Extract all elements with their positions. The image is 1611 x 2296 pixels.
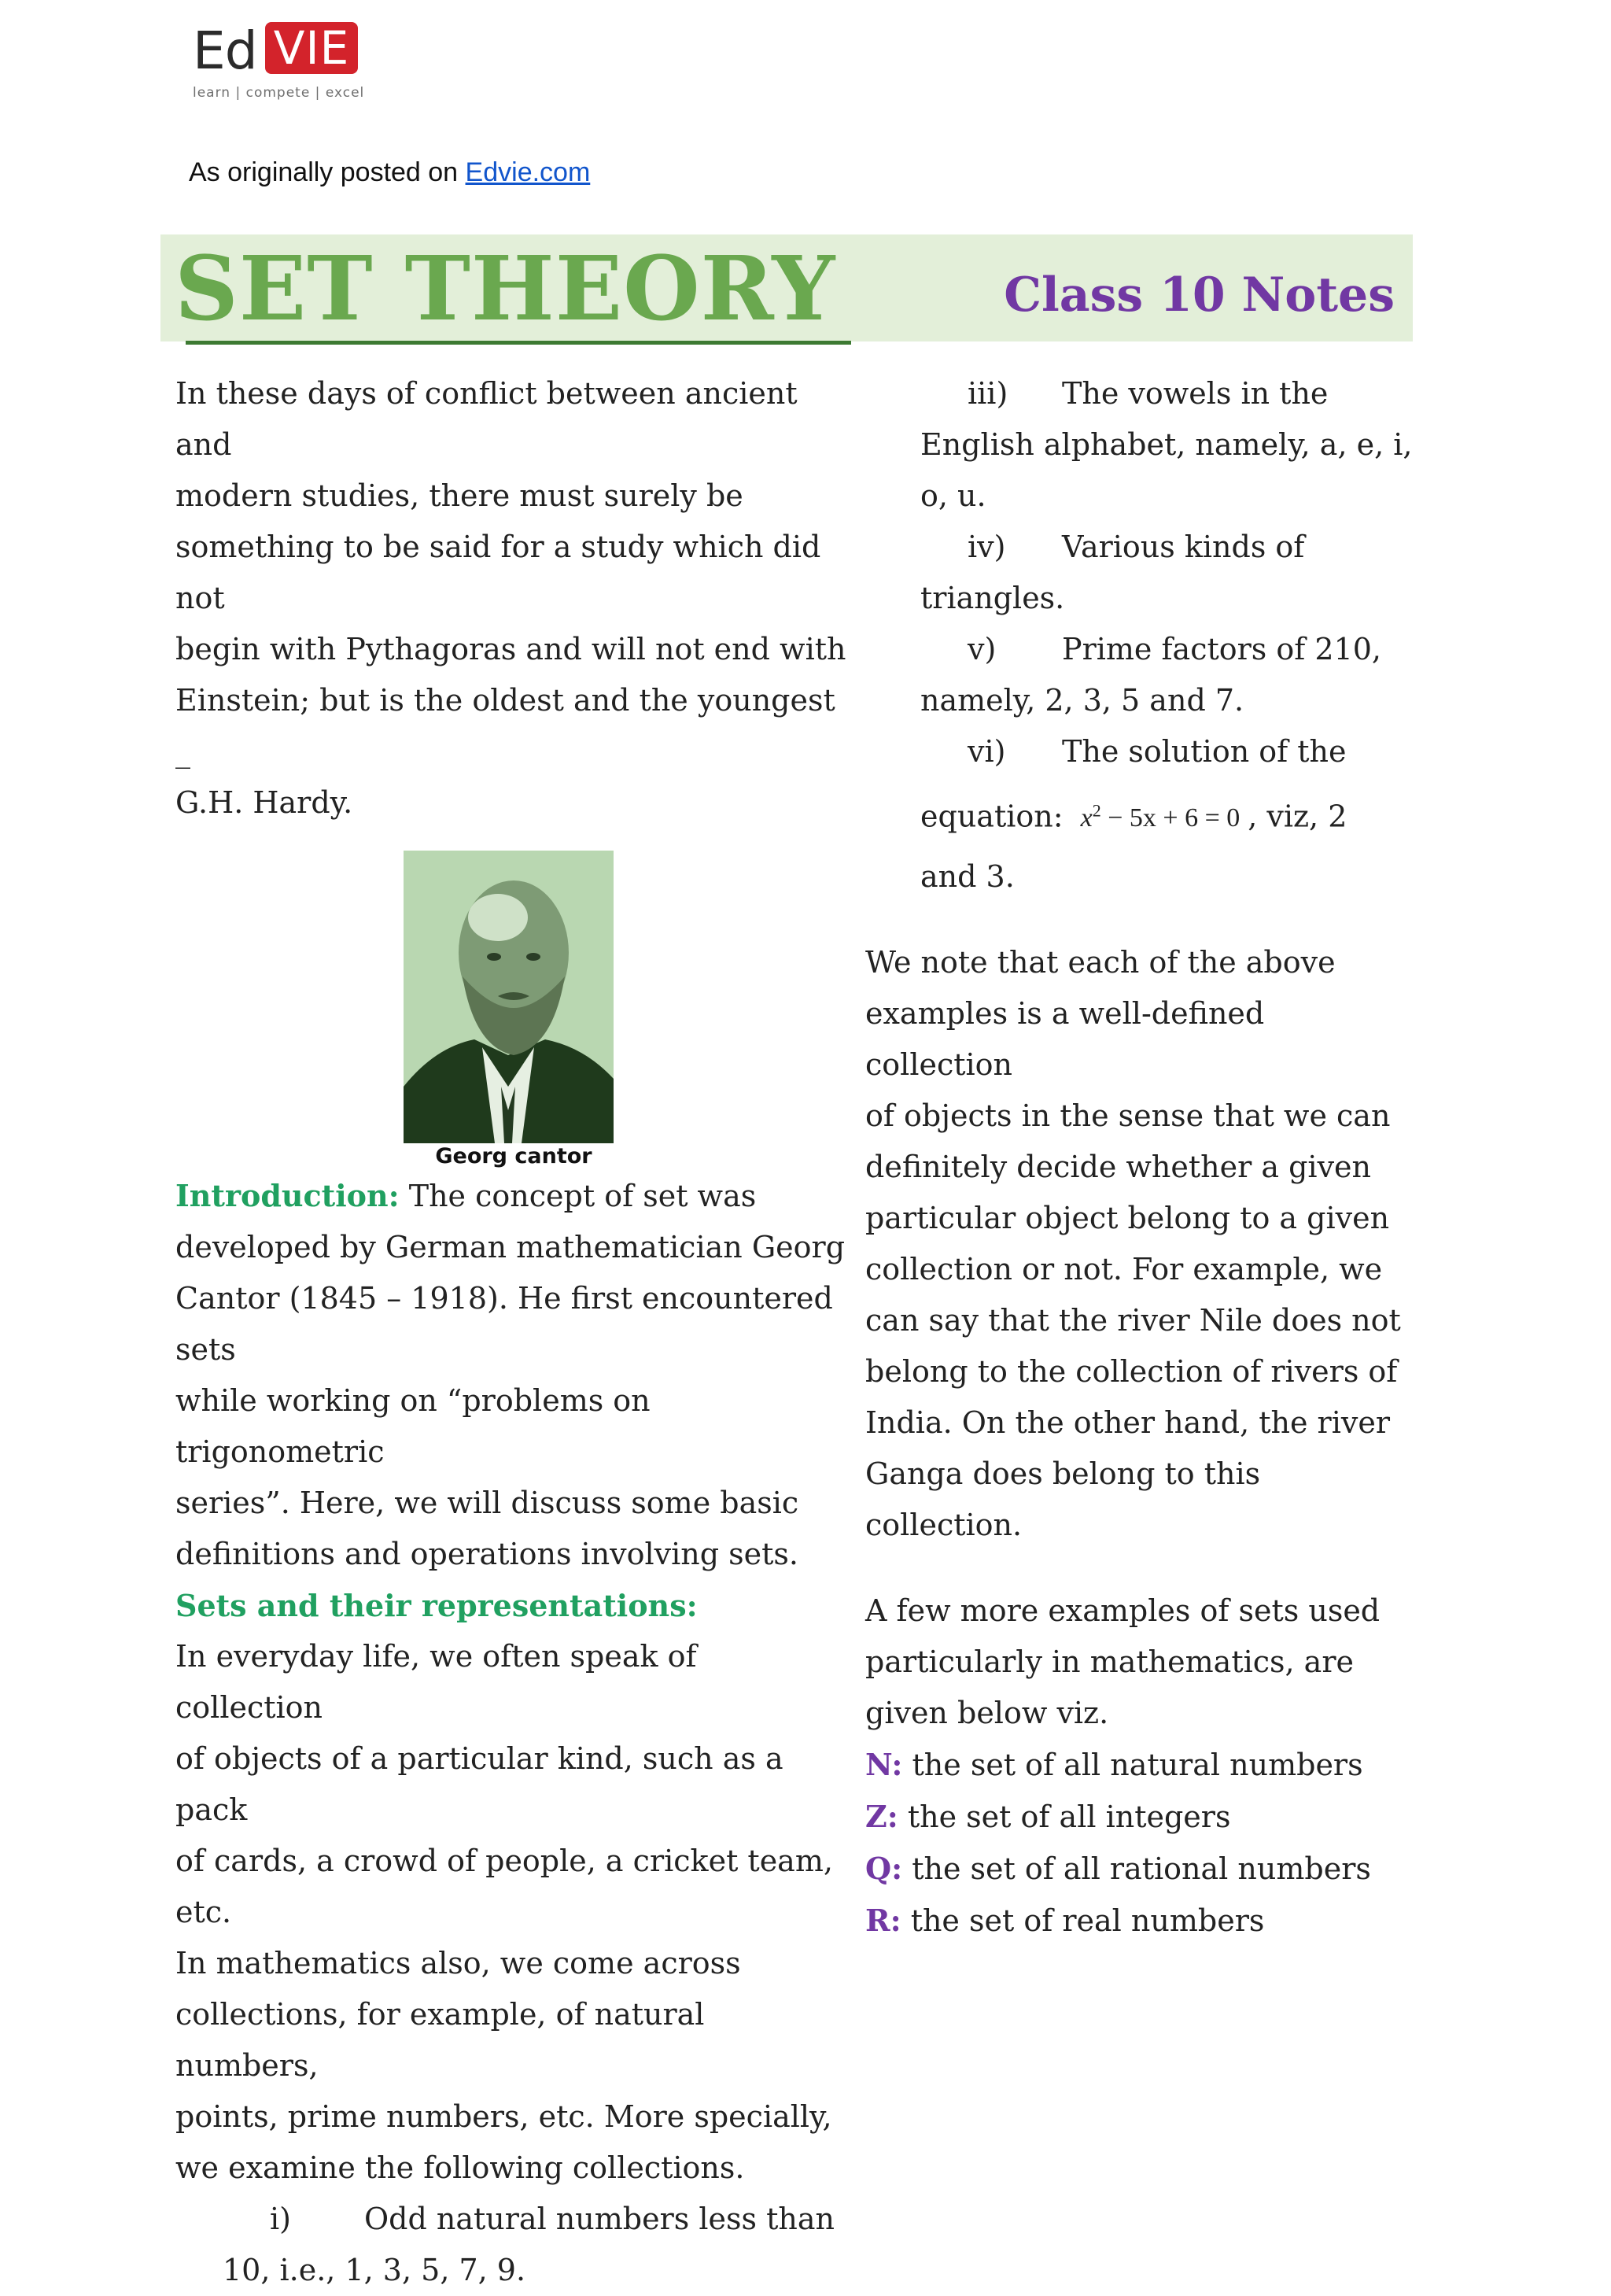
para-line: can say that the river Nile does not [865,1303,1401,1338]
spacer [865,903,1416,937]
georg-cantor-portrait [404,851,614,1143]
list-item-number: vi) [968,734,1006,769]
def-symbol: N: [865,1747,903,1783]
para-line: belong to the collection of rivers of [865,1354,1398,1390]
list-item-4 [865,522,1416,573]
def-text: the set of all rational numbers [902,1851,1371,1887]
more-line: particularly in mathematics, are [865,1644,1354,1680]
list-item-3 [865,368,1416,419]
list-item-5 [865,624,1416,675]
list-item-number: i) [270,2202,291,2236]
equation-prefix: equation: [920,799,1064,834]
title-underline [186,341,851,345]
intro-line: while working on “problems on trigonometric [175,1383,651,1469]
right-column [865,368,1416,1947]
para-line: particular object belong to a given [865,1201,1390,1236]
quadratic-equation [1073,803,1248,832]
def-rationals [865,1843,1416,1895]
def-text: the set of real numbers [901,1903,1265,1939]
intro-line: Cantor (1845 – 1918). He first encountered sets [175,1281,833,1367]
para-line: collection or not. For example, we [865,1252,1383,1287]
hardy-quote [175,368,852,829]
logo-tagline: learn | compete | excel [193,85,365,101]
portrait-caption: Georg cantor [435,1144,592,1168]
quote-line: Einstein; but is the oldest and the youngest _ [175,683,835,769]
equation-suffix: , viz, 2 [1248,799,1347,834]
quote-line: something to be said for a study which did not [175,530,821,615]
more-line: given below viz. [865,1696,1109,1731]
para-line: of objects in the sense that we can [865,1098,1391,1134]
sets-line: In everyday life, we often speak of collection [175,1639,697,1725]
list-item-1 [175,2194,852,2245]
list-item-continued: English alphabet, namely, a, e, i, [920,427,1413,462]
edvie-link[interactable]: Edvie.com [465,157,591,187]
def-integers [865,1791,1416,1843]
list-item-continued: triangles. [920,581,1065,615]
list-item-text: Various kinds of [1062,530,1305,564]
logo-text-ed: Ed [193,20,257,81]
para-line: examples is a well-defined collection [865,996,1265,1083]
list-item-continued: and 3. [920,859,1015,895]
intro-line: definitions and operations involving sets. [175,1537,799,1571]
para-line: India. On the other hand, the river [865,1405,1390,1441]
def-text: the set of all integers [898,1800,1231,1835]
edvie-logo [193,17,365,101]
sets-line: we examine the following collections. [175,2150,745,2185]
list-item-number: v) [968,632,997,666]
list-item-number: iii) [968,376,1008,411]
sets-line: collections, for example, of natural numbers, [175,1997,705,2083]
def-natural [865,1739,1416,1791]
eq-rest: − 5x + 6 = 0 [1108,803,1241,833]
list-item-1-continued: 10, i.e., 1, 3, 5, 7, 9. [223,2253,526,2287]
def-symbol: Z: [865,1799,898,1835]
def-symbol: Q: [865,1851,903,1887]
list-item-text: The vowels in the [1062,376,1329,411]
quote-line: modern studies, there must surely be [175,478,743,513]
spacer [865,1551,1416,1585]
eq-exponent: 2 [1092,801,1101,821]
intro-line: series”. Here, we will discuss some basic [175,1486,799,1520]
intro-line [175,1170,852,1222]
list-item-continued: namely, 2, 3, 5 and 7. [920,683,1244,718]
def-text: the set of all natural numbers [902,1748,1363,1783]
sets-line: points, prime numbers, etc. More specially, [175,2099,832,2134]
def-reals [865,1895,1416,1947]
list-item-6 [865,726,1416,777]
para-line: We note that each of the above [865,945,1336,980]
intro-heading: Introduction: [175,1178,400,1213]
quote-line: In these days of conflict between ancient and [175,376,798,462]
logo-text-vie: VIE [265,22,358,74]
sets-line: of objects of a particular kind, such as a pack [175,1741,783,1827]
sets-line: of cards, a crowd of people, a cricket team, etc. [175,1844,833,1929]
intro-line: developed by German mathematician Georg [175,1230,846,1264]
page-title: SET THEORY [175,238,836,341]
para-line: definitely decide whether a given [865,1150,1371,1185]
sets-line: In mathematics also, we come across [175,1946,741,1980]
sets-heading: Sets and their representations: [175,1588,698,1623]
quote-line: G.H. Hardy. [175,785,353,820]
intro-text: The concept of set was [399,1179,757,1213]
posted-prefix: As originally posted on [189,157,466,187]
eq-variable: x [1080,803,1093,833]
list-item-text: Odd natural numbers less than [364,2202,835,2236]
more-line: A few more examples of sets used [865,1593,1381,1629]
quote-line: begin with Pythagoras and will not end with [175,632,846,666]
posted-on-line [189,157,590,188]
equation-line [865,777,1416,851]
list-item-text: The solution of the [1062,734,1347,769]
left-column [175,368,852,2296]
list-item-continued: o, u. [920,478,986,513]
list-item-text: Prime factors of 210, [1062,632,1382,666]
def-symbol: R: [865,1903,901,1939]
class-notes-label: Class 10 Notes [1004,268,1395,323]
para-line: Ganga does belong to this collection. [865,1456,1261,1543]
list-item-number: iv) [968,530,1006,564]
